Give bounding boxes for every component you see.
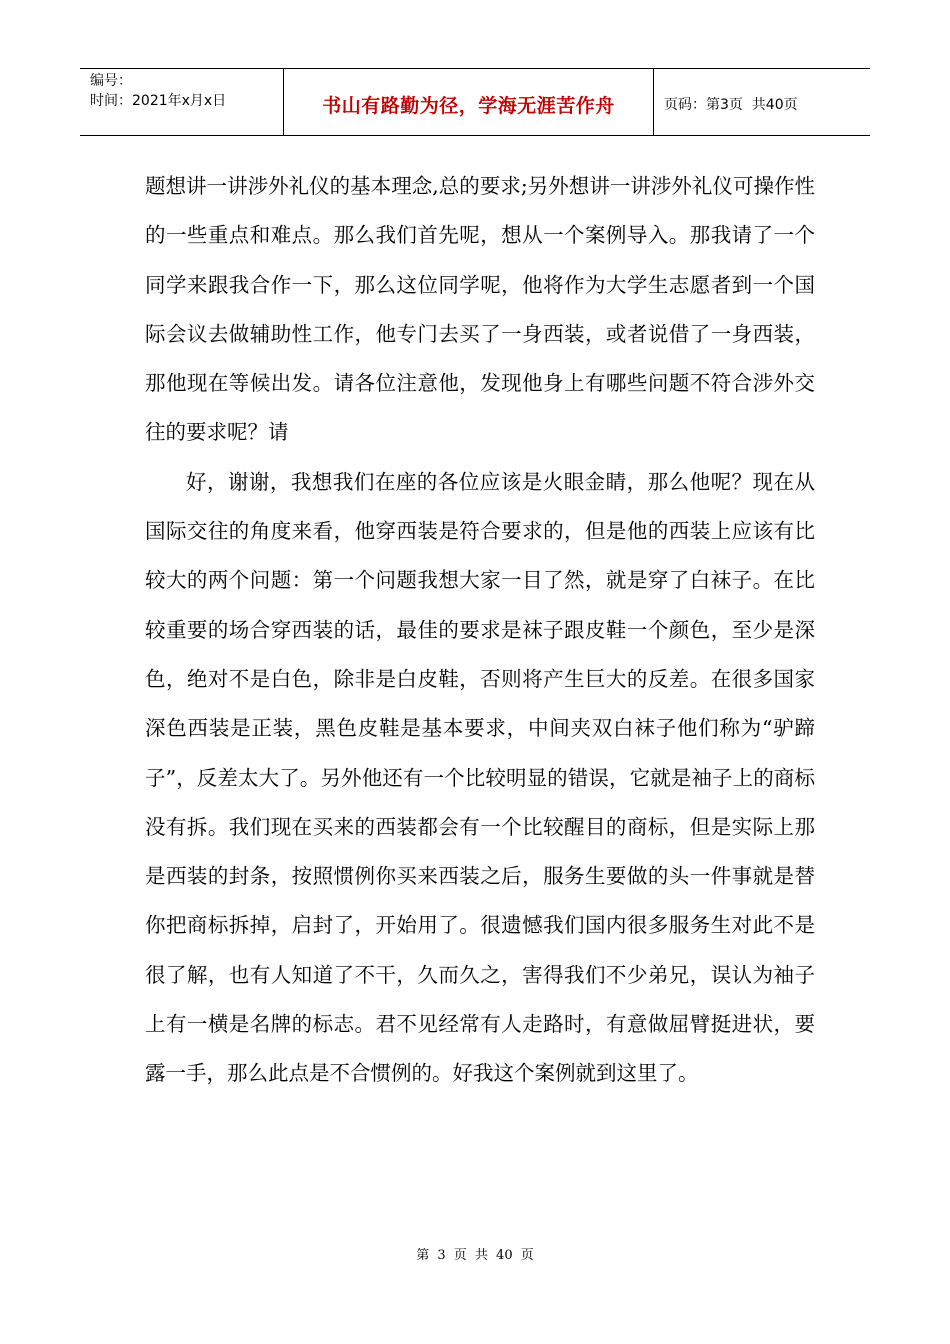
header-page-number: 页码：第3页 共40页 xyxy=(664,97,798,113)
header-info-cell xyxy=(80,69,284,135)
header-page-cell xyxy=(654,69,870,135)
header-motto-cell xyxy=(284,69,654,135)
document-date-label: 时间：2021年x月x日 xyxy=(90,93,227,109)
document-body xyxy=(145,162,815,1099)
page-header xyxy=(80,68,870,136)
body-paragraph: 题想讲一讲涉外礼仪的基本理念,总的要求;另外想讲一讲涉外礼仪可操作性的一些重点和难点。那么我们首先呢，想从一个案例导入。那我请了一个同学来跟我合作一下，那么这位同学呢，他将作为大学生志愿者到一个国际会议去做辅助性工作，他专门去买了一身西装，或者说借了一身西装，那他现在等候出发。请各位注意他，发现他身上有哪些问题不符合涉外交往的要求呢？请 xyxy=(145,174,815,445)
body-paragraph: 好，谢谢，我想我们在座的各位应该是火眼金睛，那么他呢？现在从国际交往的角度来看，他穿西装是符合要求的，但是他的西装上应该有比较大的两个问题：第一个问题我想大家一目了然，就是穿了白袜子。在比较重要的场合穿西装的话，最佳的要求是袜子跟皮鞋一个颜色，至少是深色，绝对不是白色，除非是白皮鞋，否则将产生巨大的反差。在很多国家深色西装是正装，黑色皮鞋是基本要求，中间夹双白袜子他们称为“驴蹄子”，反差太大了。另外他还有一个比较明显的错误，它就是袖子上的商标没有拆。我们现在买来的西装都会有一个比较醒目的商标，但是实际上那是西装的封条，按照惯例你买来西装之后，服务生要做的头一件事就是替你把商标拆掉，启封了，开始用了。很遗憾我们国内很多服务生对此不是很了解，也有人知道了不干，久而久之，害得我们不少弟兄，误认为袖子上有一横是名牌的标志。君不见经常有人走路时，有意做屈臂挺进状，要露一手，那么此点是不合惯例的。好我这个案例就到这里了。 xyxy=(145,469,815,1086)
page-footer: 第 3 页 共 40 页 xyxy=(416,1248,534,1263)
header-motto: 书山有路勤为径，学海无涯苦作舟 xyxy=(322,94,615,117)
document-number-label: 编号： xyxy=(90,73,132,89)
